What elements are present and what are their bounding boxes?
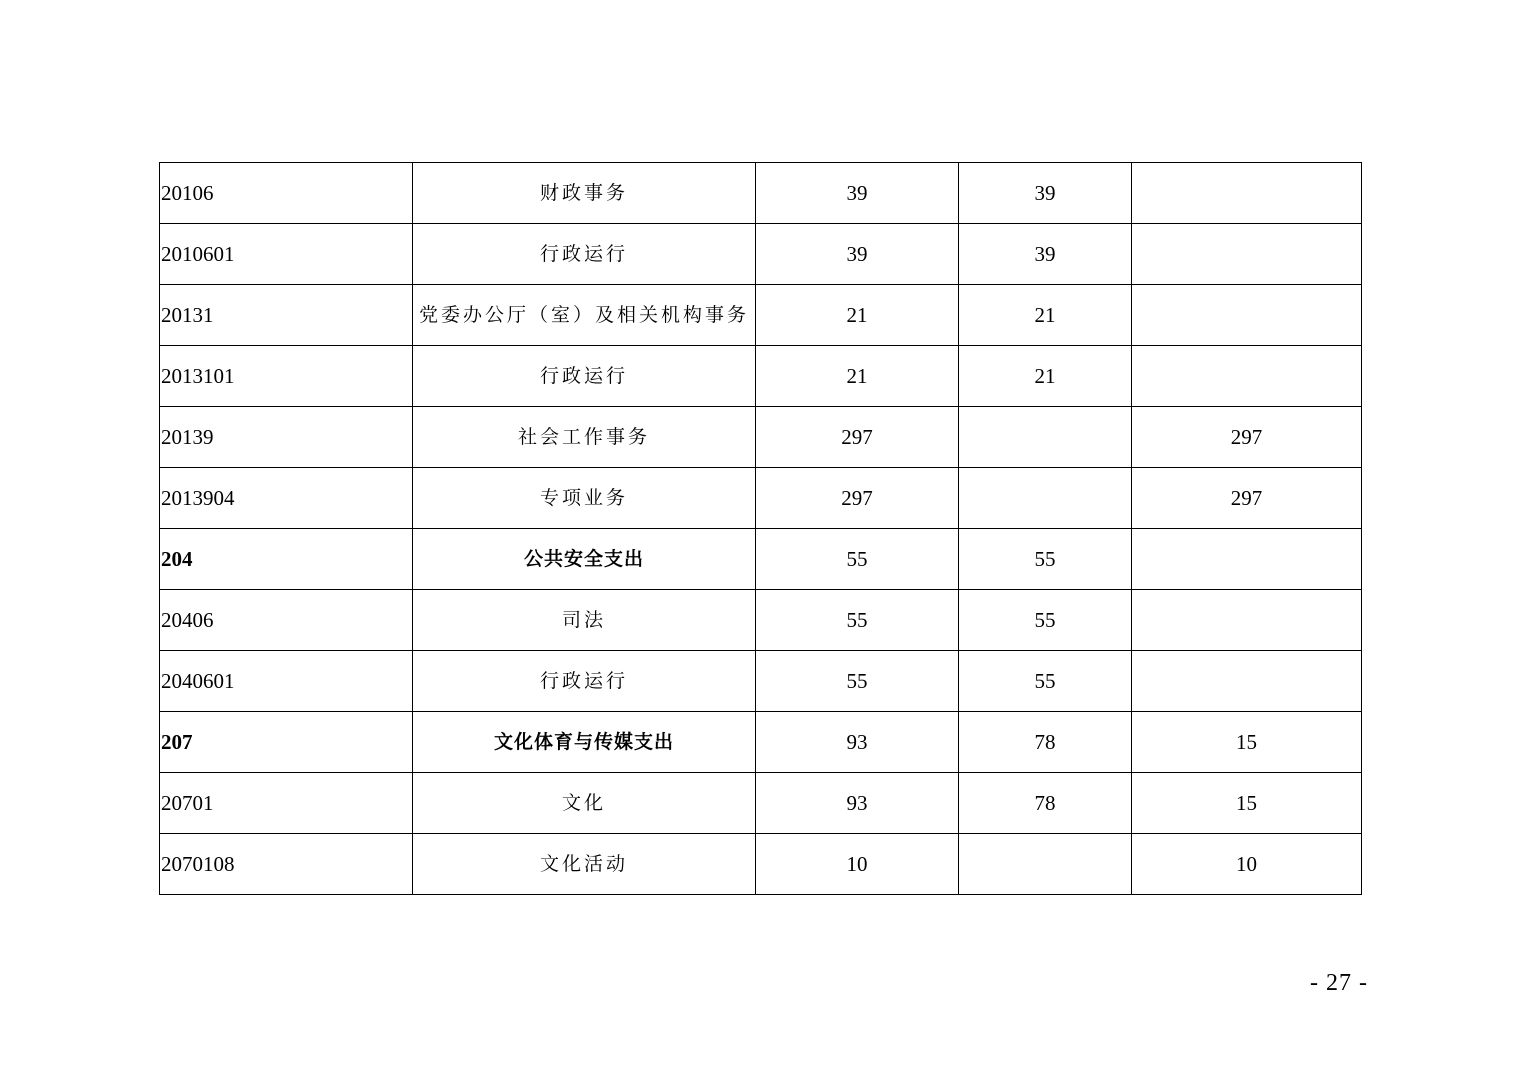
code-cell: 2040601 [160, 651, 413, 712]
code-cell: 207 [160, 712, 413, 773]
table-row [160, 163, 1362, 224]
name-cell: 财政事务 [413, 163, 756, 224]
name-cell: 专项业务 [413, 468, 756, 529]
total-cell: 10 [756, 834, 959, 895]
basic-cell [959, 407, 1132, 468]
code-cell: 20406 [160, 590, 413, 651]
table-body [160, 163, 1362, 895]
total-cell: 297 [756, 407, 959, 468]
name-cell: 社会工作事务 [413, 407, 756, 468]
total-cell: 21 [756, 346, 959, 407]
project-cell: 10 [1132, 834, 1362, 895]
total-cell: 21 [756, 285, 959, 346]
total-cell: 297 [756, 468, 959, 529]
basic-cell: 21 [959, 285, 1132, 346]
name-cell: 公共安全支出 [413, 529, 756, 590]
name-cell: 文化体育与传媒支出 [413, 712, 756, 773]
project-cell [1132, 346, 1362, 407]
code-cell: 20701 [160, 773, 413, 834]
project-cell: 297 [1132, 407, 1362, 468]
project-cell: 15 [1132, 773, 1362, 834]
basic-cell [959, 468, 1132, 529]
code-cell: 20131 [160, 285, 413, 346]
table-row [160, 285, 1362, 346]
project-cell [1132, 651, 1362, 712]
table-row [160, 407, 1362, 468]
code-cell: 2070108 [160, 834, 413, 895]
code-cell: 204 [160, 529, 413, 590]
name-cell: 行政运行 [413, 651, 756, 712]
name-cell: 司法 [413, 590, 756, 651]
total-cell: 39 [756, 163, 959, 224]
code-cell: 2010601 [160, 224, 413, 285]
code-cell: 20139 [160, 407, 413, 468]
table-row [160, 773, 1362, 834]
project-cell [1132, 590, 1362, 651]
code-cell: 20106 [160, 163, 413, 224]
basic-cell [959, 834, 1132, 895]
total-cell: 93 [756, 712, 959, 773]
name-cell: 党委办公厅（室）及相关机构事务 [413, 285, 756, 346]
basic-cell: 55 [959, 529, 1132, 590]
total-cell: 55 [756, 651, 959, 712]
total-cell: 39 [756, 224, 959, 285]
table-row [160, 590, 1362, 651]
name-cell: 行政运行 [413, 224, 756, 285]
code-cell: 2013904 [160, 468, 413, 529]
project-cell: 15 [1132, 712, 1362, 773]
table-row [160, 712, 1362, 773]
table-row [160, 529, 1362, 590]
total-cell: 55 [756, 529, 959, 590]
table-row [160, 346, 1362, 407]
basic-cell: 78 [959, 773, 1132, 834]
basic-cell: 55 [959, 651, 1132, 712]
table-row [160, 834, 1362, 895]
basic-cell: 21 [959, 346, 1132, 407]
basic-cell: 39 [959, 163, 1132, 224]
project-cell [1132, 529, 1362, 590]
total-cell: 93 [756, 773, 959, 834]
basic-cell: 78 [959, 712, 1132, 773]
project-cell [1132, 285, 1362, 346]
table-row [160, 468, 1362, 529]
name-cell: 行政运行 [413, 346, 756, 407]
name-cell: 文化活动 [413, 834, 756, 895]
table-row [160, 651, 1362, 712]
code-cell: 2013101 [160, 346, 413, 407]
basic-cell: 55 [959, 590, 1132, 651]
table-row [160, 224, 1362, 285]
page-number: - 27 - [1310, 970, 1368, 996]
basic-cell: 39 [959, 224, 1132, 285]
total-cell: 55 [756, 590, 959, 651]
project-cell [1132, 224, 1362, 285]
name-cell: 文化 [413, 773, 756, 834]
project-cell [1132, 163, 1362, 224]
project-cell: 297 [1132, 468, 1362, 529]
budget-table [159, 162, 1362, 895]
